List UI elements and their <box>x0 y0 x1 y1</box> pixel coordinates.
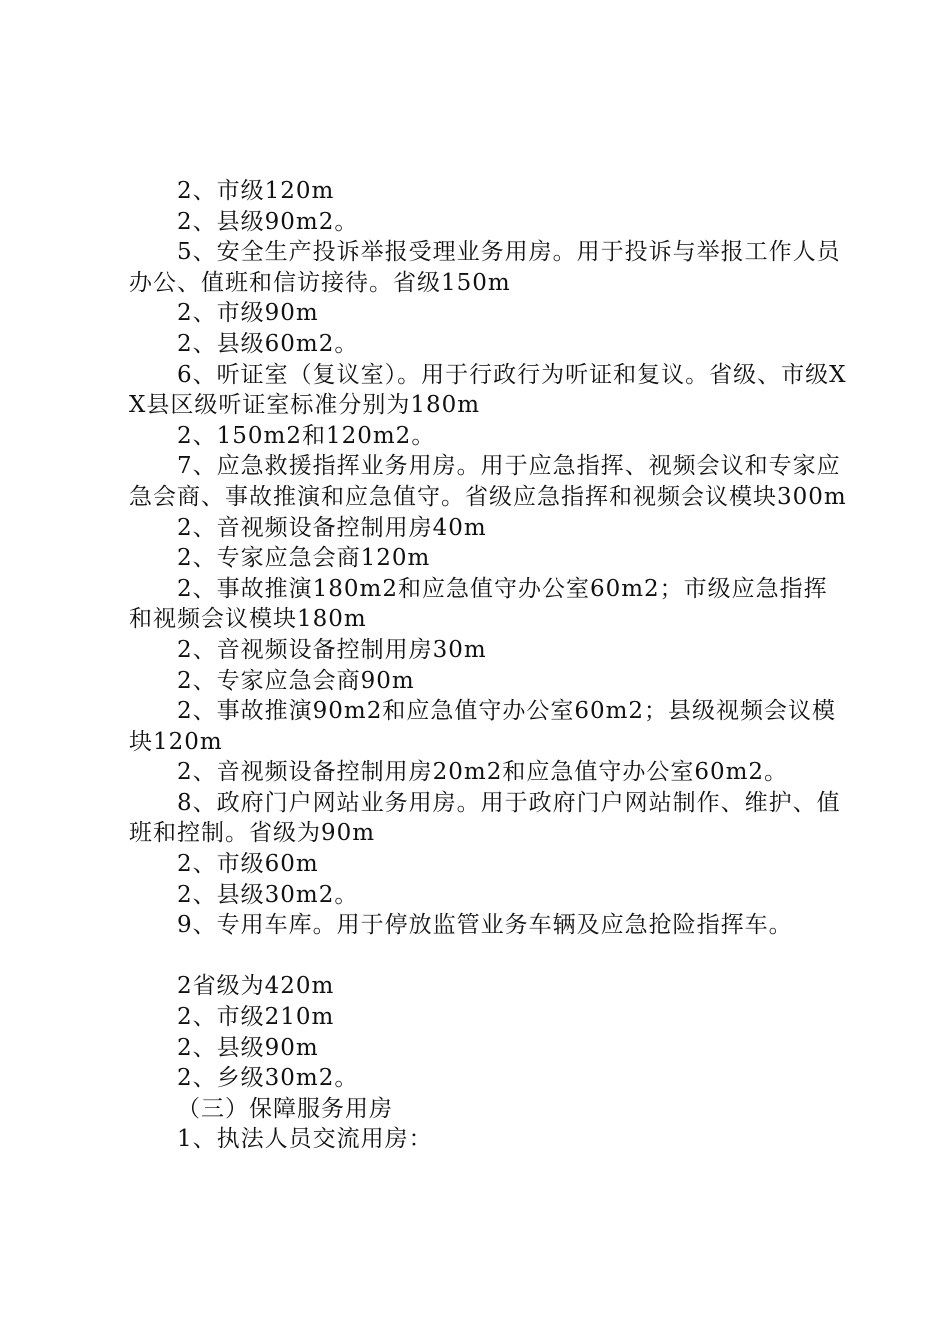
paragraph: 2、音视频设备控制用房40m <box>177 514 487 541</box>
paragraph: 2、事故推演90m2和应急值守办公室60m2；县级视频会议模块120m <box>129 698 837 755</box>
paragraph: 5、安全生产投诉举报受理业务用房。用于投诉与举报工作人员办公、值班和信访接待。省级150m <box>129 239 841 296</box>
blank-line <box>129 941 849 972</box>
paragraph: 2、150m2和120m2。 <box>177 422 436 449</box>
paragraph: 2、县级30m2。 <box>177 881 359 908</box>
document-body <box>129 176 849 1155</box>
paragraph: 6、听证室（复议室）。用于行政行为听证和复议。省级、市级XX县区级听证室标准分别为180m <box>129 361 847 419</box>
paragraph: 2、音视频设备控制用房20m2和应急值守办公室60m2。 <box>177 759 789 786</box>
paragraph: 2、市级120m <box>177 178 335 204</box>
paragraph: 2、市级90m <box>177 300 319 327</box>
paragraph: 2、县级90m2。 <box>177 208 359 235</box>
section-heading: （三）保障服务用房 <box>177 1095 393 1122</box>
paragraph: 2、市级60m <box>177 851 319 878</box>
paragraph: 9、专用车库。用于停放监管业务车辆及应急抢险指挥车。 <box>177 912 793 939</box>
paragraph: 2、专家应急会商120m <box>177 545 431 572</box>
paragraph: 2、事故推演180m2和应急值守办公室60m2；市级应急指挥和视频会议模块180m <box>129 575 828 633</box>
paragraph: 8、政府门户网站业务用房。用于政府门户网站制作、维护、值班和控制。省级为90m <box>129 789 841 847</box>
paragraph: 2、市级210m <box>177 1004 335 1031</box>
paragraph: 2省级为420m <box>177 973 335 1000</box>
paragraph: 1、执法人员交流用房： <box>177 1126 433 1153</box>
paragraph: 2、专家应急会商90m <box>177 667 415 694</box>
paragraph: 2、乡级30m2。 <box>177 1065 359 1092</box>
paragraph: 2、县级90m <box>177 1034 319 1061</box>
paragraph: 2、音视频设备控制用房30m <box>177 636 487 663</box>
paragraph: 7、应急救援指挥业务用房。用于应急指挥、视频会议和专家应急会商、事故推演和应急值守。省级应急指挥和视频会议模块300m <box>129 453 847 510</box>
paragraph: 2、县级60m2。 <box>177 330 359 357</box>
